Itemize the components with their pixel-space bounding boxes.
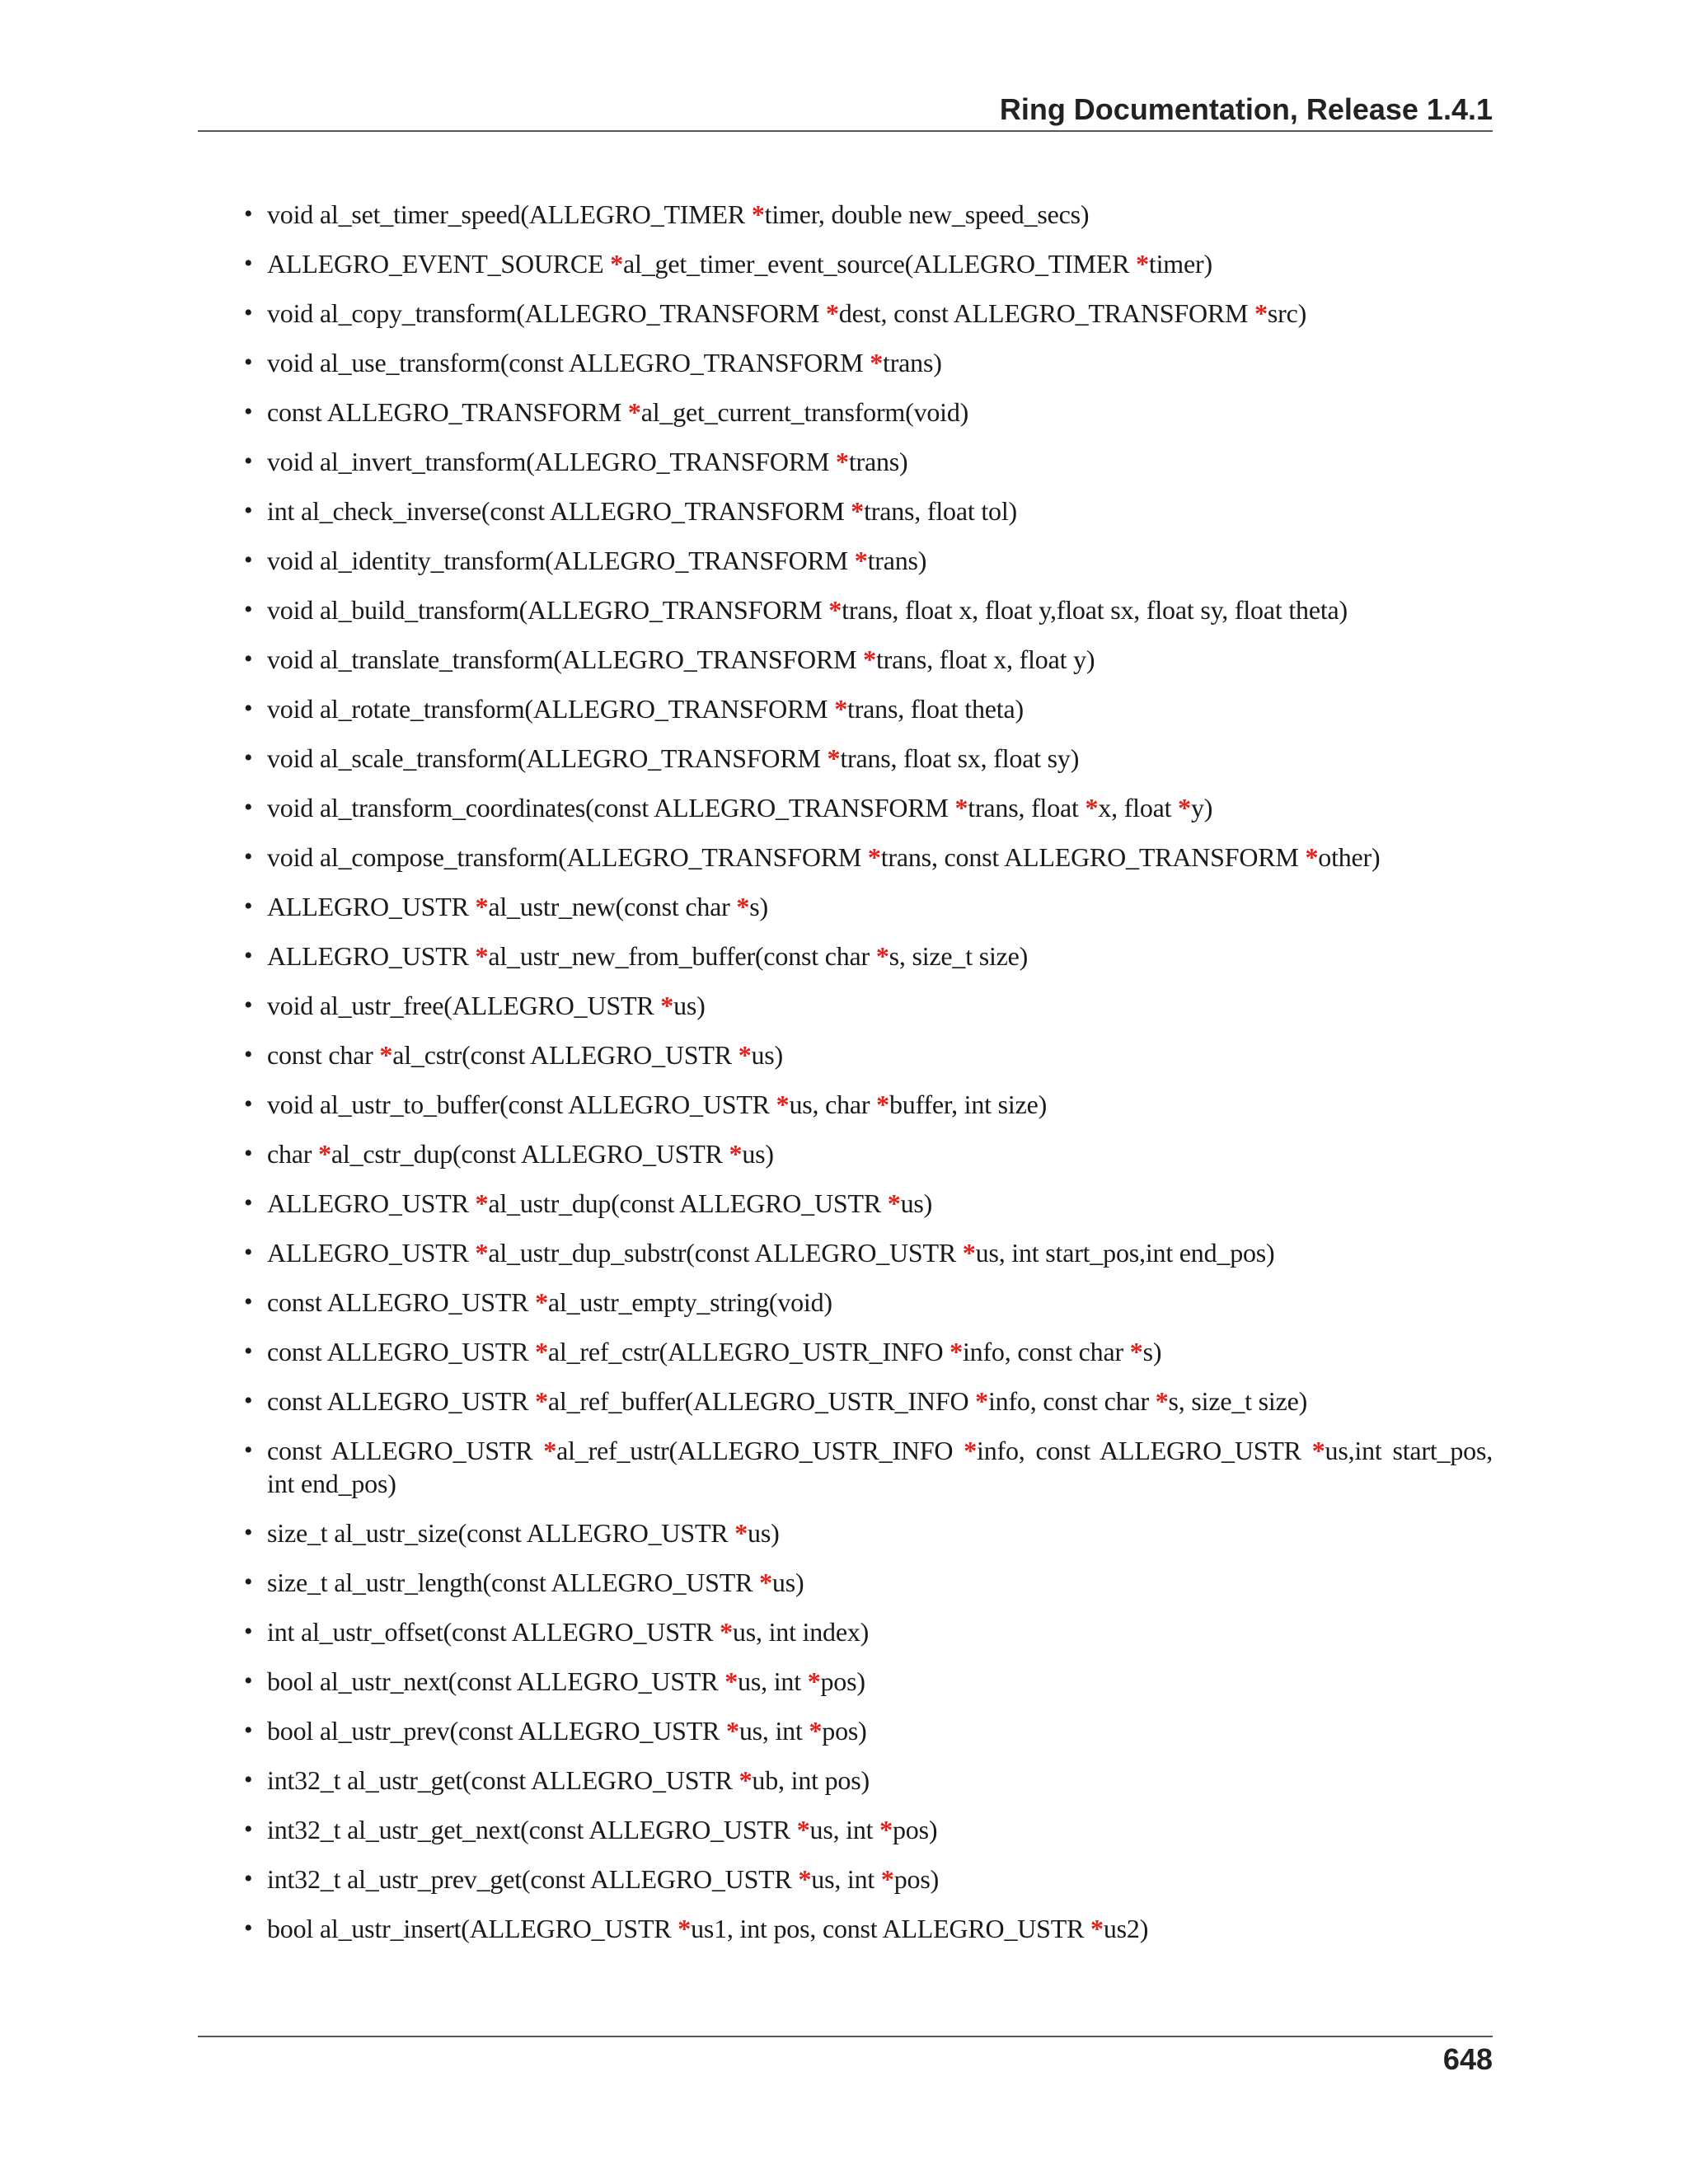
list-item: • void al_scale_transform(ALLEGRO_TRANSFORM *trans, float sx, float sy): [244, 742, 1493, 775]
function-list: [244, 198, 1493, 1961]
list-item: • int al_check_inverse(const ALLEGRO_TRANSFORM *trans, float tol): [244, 494, 1493, 527]
list-item: • const char *al_cstr(const ALLEGRO_USTR *us): [244, 1038, 1493, 1071]
list-item: • void al_rotate_transform(ALLEGRO_TRANSFORM *trans, float theta): [244, 692, 1493, 725]
list-item: • void al_transform_coordinates(const ALLEGRO_TRANSFORM *trans, float *x, float *y): [244, 791, 1493, 824]
list-item: • void al_translate_transform(ALLEGRO_TRANSFORM *trans, float x, float y): [244, 643, 1493, 676]
list-item: • int32_t al_ustr_get_next(const ALLEGRO_USTR *us, int *pos): [244, 1813, 1493, 1846]
list-item: • bool al_ustr_insert(ALLEGRO_USTR *us1, int pos, const ALLEGRO_USTR *us2): [244, 1912, 1493, 1945]
list-item: • ALLEGRO_USTR *al_ustr_dup(const ALLEGRO_USTR *us): [244, 1187, 1493, 1220]
list-item: • const ALLEGRO_TRANSFORM *al_get_current_transform(void): [244, 396, 1493, 429]
list-item: • bool al_ustr_prev(const ALLEGRO_USTR *us, int *pos): [244, 1714, 1493, 1747]
list-item: • void al_build_transform(ALLEGRO_TRANSFORM *trans, float x, float y,float sx, float sy, float theta): [244, 593, 1493, 626]
list-item: • const ALLEGRO_USTR *al_ref_cstr(ALLEGRO_USTR_INFO *info, const char *s): [244, 1335, 1493, 1368]
list-item: • void al_use_transform(const ALLEGRO_TRANSFORM *trans): [244, 346, 1493, 379]
page-header-title: Ring Documentation, Release 1.4.1: [999, 92, 1493, 126]
list-item: • bool al_ustr_next(const ALLEGRO_USTR *us, int *pos): [244, 1665, 1493, 1698]
list-item: • int al_ustr_offset(const ALLEGRO_USTR *us, int index): [244, 1615, 1493, 1648]
list-item: • void al_ustr_free(ALLEGRO_USTR *us): [244, 989, 1493, 1022]
list-item: • size_t al_ustr_size(const ALLEGRO_USTR *us): [244, 1516, 1493, 1549]
list-item: • ALLEGRO_USTR *al_ustr_new(const char *s): [244, 890, 1493, 923]
list-item: • void al_ustr_to_buffer(const ALLEGRO_USTR *us, char *buffer, int size): [244, 1088, 1493, 1121]
list-item: • void al_invert_transform(ALLEGRO_TRANSFORM *trans): [244, 445, 1493, 478]
header-rule: [198, 130, 1493, 132]
list-item: • void al_copy_transform(ALLEGRO_TRANSFORM *dest, const ALLEGRO_TRANSFORM *src): [244, 297, 1493, 330]
footer-rule: [198, 2036, 1493, 2037]
list-item: • void al_compose_transform(ALLEGRO_TRANSFORM *trans, const ALLEGRO_TRANSFORM *other): [244, 841, 1493, 874]
list-item: • int32_t al_ustr_prev_get(const ALLEGRO_USTR *us, int *pos): [244, 1863, 1493, 1896]
list-item: • char *al_cstr_dup(const ALLEGRO_USTR *us): [244, 1137, 1493, 1170]
list-item: • const ALLEGRO_USTR *al_ref_ustr(ALLEGRO_USTR_INFO *info, const ALLEGRO_USTR *us,int start_pos, int end_pos): [244, 1434, 1493, 1500]
list-item: • void al_identity_transform(ALLEGRO_TRANSFORM *trans): [244, 544, 1493, 577]
list-item: • ALLEGRO_EVENT_SOURCE *al_get_timer_event_source(ALLEGRO_TIMER *timer): [244, 247, 1493, 280]
list-item: • int32_t al_ustr_get(const ALLEGRO_USTR *ub, int pos): [244, 1764, 1493, 1797]
list-item: • void al_set_timer_speed(ALLEGRO_TIMER *timer, double new_speed_secs): [244, 198, 1493, 231]
list-item: • size_t al_ustr_length(const ALLEGRO_USTR *us): [244, 1566, 1493, 1599]
list-item: • ALLEGRO_USTR *al_ustr_new_from_buffer(const char *s, size_t size): [244, 940, 1493, 972]
list-item: • const ALLEGRO_USTR *al_ustr_empty_string(void): [244, 1286, 1493, 1319]
list-item: • ALLEGRO_USTR *al_ustr_dup_substr(const ALLEGRO_USTR *us, int start_pos,int end_pos): [244, 1236, 1493, 1269]
page-number: 648: [1442, 2042, 1493, 2076]
list-item: • const ALLEGRO_USTR *al_ref_buffer(ALLEGRO_USTR_INFO *info, const char *s, size_t size): [244, 1385, 1493, 1418]
